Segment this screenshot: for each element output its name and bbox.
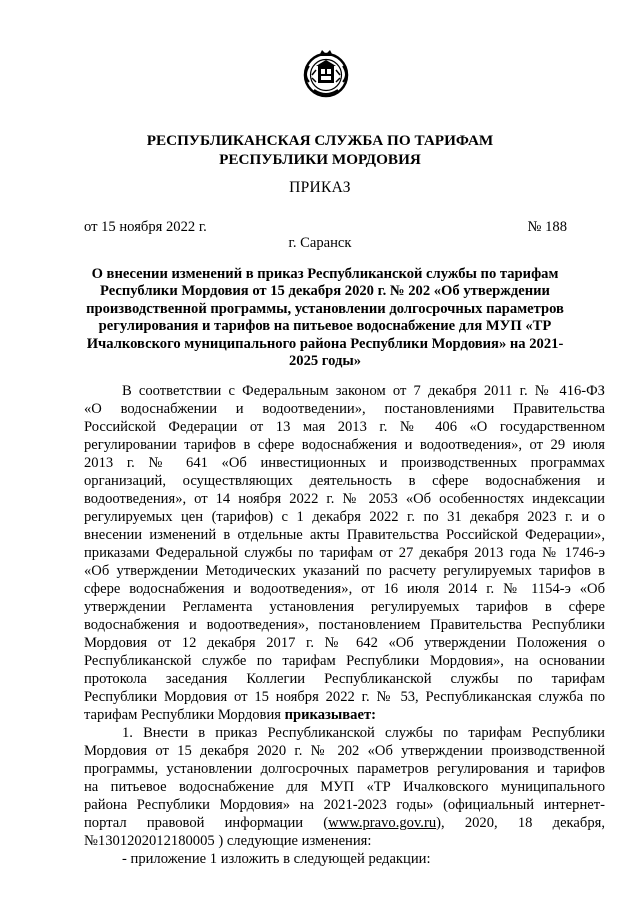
organization-name <box>0 132 640 169</box>
body-line: водоснабжения и водоотведения», постановлением Правительства Республики <box>84 617 605 633</box>
body-line: «О водоснабжении и водоотведении», постановлениями Правительства <box>84 401 605 417</box>
order-line <box>84 707 605 725</box>
order-date: от 15 ноября 2022 г. <box>84 219 207 235</box>
body-line: протокола заседания Коллегии Республиканской службы по тарифам <box>84 671 605 687</box>
body-line: 2013 г. № 641 «Об инвестиционных и производственных программах <box>84 455 605 471</box>
title-line: производственной программы, установлении долгосрочных параметров <box>86 300 564 317</box>
item1-line: 1. Внести в приказ Республиканской службы по тарифам Республики <box>122 725 605 741</box>
body-line: регулируемых цен (тарифов) с 1 декабря 2022 г. по 31 декабря 2023 г. и о <box>84 509 605 525</box>
portal-line-pre: портал правовой информации ( <box>84 815 329 831</box>
body-line: Республиканской службе по тарифам Республики Мордовия», на основании <box>84 653 605 669</box>
body-line: Республики Мордовия от 15 ноября 2022 г. № 53, Республиканская служба по <box>84 689 605 705</box>
order-number: № 188 <box>527 219 567 235</box>
org-line-2: РЕСПУБЛИКИ МОРДОВИЯ <box>219 150 421 168</box>
title-line: Республики Мордовия от 15 декабря 2020 г. № 202 «Об утверждении <box>100 283 550 300</box>
body-line: организаций, осуществляющих деятельность в сфере водоснабжения и <box>84 473 605 489</box>
item1-line: Мордовия от 15 декабря 2020 г. № 202 «Об утверждении производственной <box>84 743 605 759</box>
order-line-text: тарифам Республики Мордовия <box>84 707 285 723</box>
body-line: Мордовия от 12 декабря 2017 г. № 642 «Об утверждении Положения о <box>84 635 605 651</box>
body-line: утверждении Регламента установления регулируемых тарифов в сфере <box>84 599 605 615</box>
body-line: внесении изменений в отдельные акты Правительства Российской Федерации», <box>84 527 605 543</box>
item1-line: района Республики Мордовия» на 2021-2023 годы» (официальный интернет- <box>84 797 605 813</box>
org-line-1: РЕСПУБЛИКАНСКАЯ СЛУЖБА ПО ТАРИФАМ <box>146 132 494 149</box>
body-line: Российской Федерации от 13 мая 2013 г. № 406 «О государственном <box>84 419 605 435</box>
document-body <box>84 383 605 869</box>
coat-of-arms-emblem <box>299 46 353 100</box>
title-line: Ичалковского муниципального района Республики Мордовия» на 2021- <box>86 335 564 352</box>
title-line: регулирования и тарифов на питьевое водоснабжение для МУП «ТР <box>98 318 552 335</box>
portal-line <box>84 815 605 833</box>
order-city: г. Саранск <box>288 235 352 251</box>
item1-line: программы, установлении долгосрочных параметров регулирования и тарифов <box>84 761 605 777</box>
body-line: «Об утверждении Методических указаний по расчету регулируемых тарифов в <box>84 563 605 579</box>
portal-line-post: ), 2020, 18 декабря, <box>436 815 605 831</box>
document-title <box>84 266 566 370</box>
body-line: сфере водоснабжения и водоотведения», от 16 июля 2014 г. № 1154-э «Об <box>84 581 605 597</box>
body-line: регулировании тарифов в сфере водоснабжения и водоотведения», от 29 июля <box>84 437 605 453</box>
publication-line: №1301202012180005 ) следующие изменения: <box>84 833 372 849</box>
body-line: приказами Федеральной службы по тарифам от 27 декабря 2013 года № 1746-э <box>84 545 605 561</box>
order-verb: приказывает: <box>284 707 376 723</box>
pravo-gov-link[interactable]: www.pravo.gov.ru <box>328 815 437 831</box>
item1-line: на питьевое водоснабжение для МУП «ТР Ичалковского муниципального <box>84 779 605 795</box>
appendix-line: - приложение 1 изложить в следующей редакции: <box>122 851 431 867</box>
body-line: В соответствии с Федеральным законом от 7 декабря 2011 г. № 416-ФЗ <box>122 383 605 399</box>
document-type: ПРИКАЗ <box>289 179 351 196</box>
body-line: водоотведения», от 14 ноября 2022 г. № 2053 «Об особенностях индексации <box>84 491 605 507</box>
title-line: 2025 годы» <box>288 353 362 370</box>
title-line: О внесении изменений в приказ Республиканской службы по тарифам <box>91 266 559 282</box>
